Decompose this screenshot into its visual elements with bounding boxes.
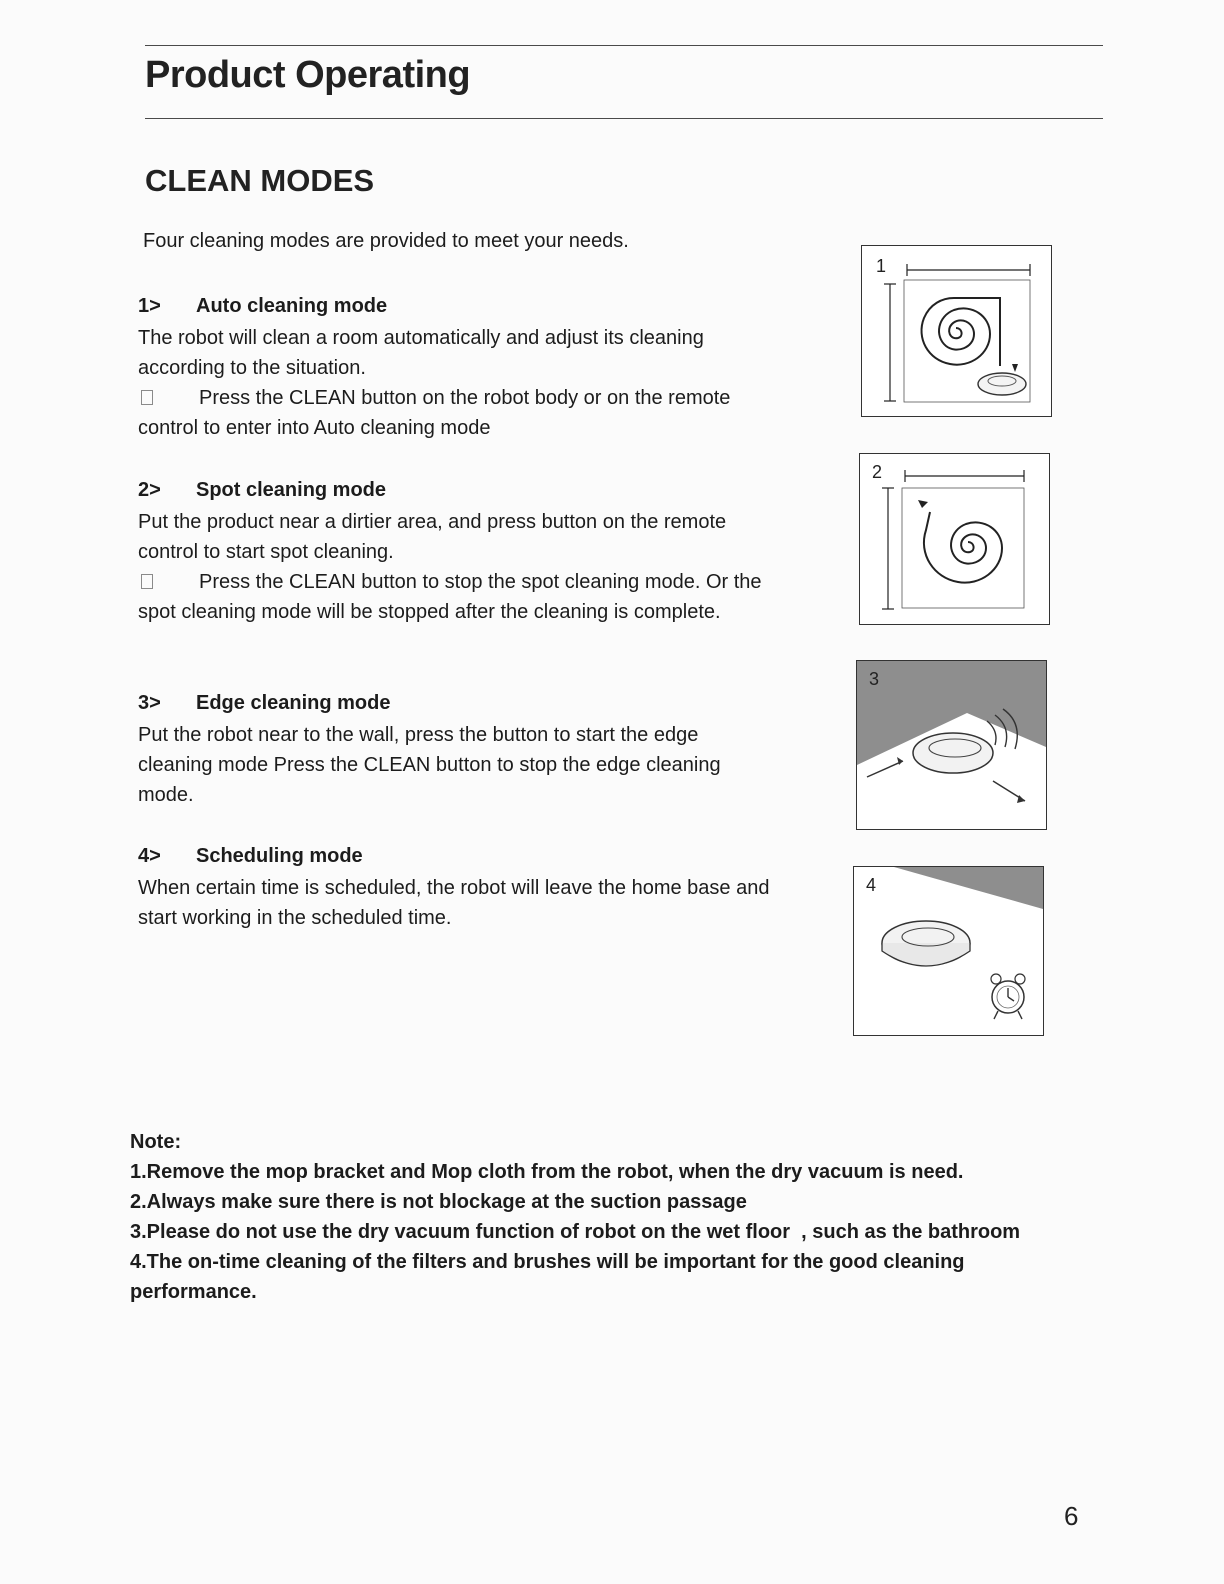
scheduled-robot-clock-icon: [854, 867, 1043, 1035]
auto-spiral-diagram-icon: [862, 246, 1051, 416]
section-intro: Four cleaning modes are provided to meet your needs.: [143, 230, 629, 252]
mode-number: 4>: [138, 845, 161, 867]
notes-title: Note:: [130, 1131, 182, 1153]
figure-label: 3: [869, 669, 880, 689]
mode-heading: [138, 841, 778, 871]
section-title: CLEAN MODES: [145, 163, 375, 198]
top-rule: [145, 45, 1103, 46]
figure-edge-cleaning: [856, 660, 1047, 830]
note-item: 1.Remove the mop bracket and Mop cloth from the robot, when the dry vacuum is need.: [130, 1161, 964, 1183]
mode-title: Scheduling mode: [196, 845, 363, 867]
mode-bullet-text: Press the CLEAN button to stop the spot cleaning mode. Or the spot cleaning mode will be stopped after the cleaning is complete.: [138, 571, 762, 623]
mode-scheduling: [138, 841, 778, 933]
mode-description: Put the product near a dirtier area, and press button on the remote control to start spot cleaning.: [138, 511, 727, 563]
mode-description: The robot will clean a room automatically and adjust its cleaning according to the situation.: [138, 327, 704, 379]
figure-label: 4: [866, 875, 877, 895]
figure-spot-cleaning: [859, 453, 1050, 625]
note-item: 2.Always make sure there is not blockage at the suction passage: [130, 1191, 747, 1213]
figure-label: 2: [872, 462, 883, 482]
mode-title: Auto cleaning mode: [196, 295, 388, 317]
mode-number: 1>: [138, 295, 161, 317]
note-item: 3.Please do not use the dry vacuum function of robot on the wet floor , such as the bathroom: [130, 1221, 1021, 1243]
spot-spiral-diagram-icon: [860, 454, 1049, 624]
note-item: 4.The on-time cleaning of the filters and brushes will be important for the good cleaning performance.: [130, 1251, 965, 1303]
figure-scheduling: [853, 866, 1044, 1036]
mode-title: Edge cleaning mode: [196, 692, 391, 714]
bullet-box-icon: [141, 390, 153, 405]
mode-number: 2>: [138, 479, 161, 501]
mode-edge-cleaning: [138, 688, 778, 810]
title-rule: [145, 118, 1103, 119]
mode-bullet: [138, 383, 778, 443]
mode-bullet: [138, 567, 778, 627]
edge-cleaning-robot-icon: [857, 661, 1046, 829]
mode-spot-cleaning: [138, 475, 778, 627]
mode-heading: [138, 291, 778, 321]
mode-number: 3>: [138, 692, 161, 714]
figure-auto-cleaning: [861, 245, 1052, 417]
mode-description: When certain time is scheduled, the robot will leave the home base and start working in the scheduled time.: [138, 877, 770, 929]
mode-heading: [138, 475, 778, 505]
mode-heading: [138, 688, 778, 718]
mode-description: Put the robot near to the wall, press the button to start the edge cleaning mode Press the CLEAN button to stop the edge cleaning mode.: [138, 724, 721, 806]
bullet-box-icon: [141, 574, 153, 589]
page-title: Product Operating: [145, 54, 471, 96]
page-number: 6: [1064, 1501, 1079, 1531]
notes-section: [130, 1127, 1070, 1307]
mode-auto-cleaning: [138, 291, 778, 443]
mode-title: Spot cleaning mode: [196, 479, 387, 501]
mode-bullet-text: Press the CLEAN button on the robot body or on the remote control to enter into Auto cleaning mode: [138, 387, 731, 439]
figure-label: 1: [876, 256, 887, 276]
